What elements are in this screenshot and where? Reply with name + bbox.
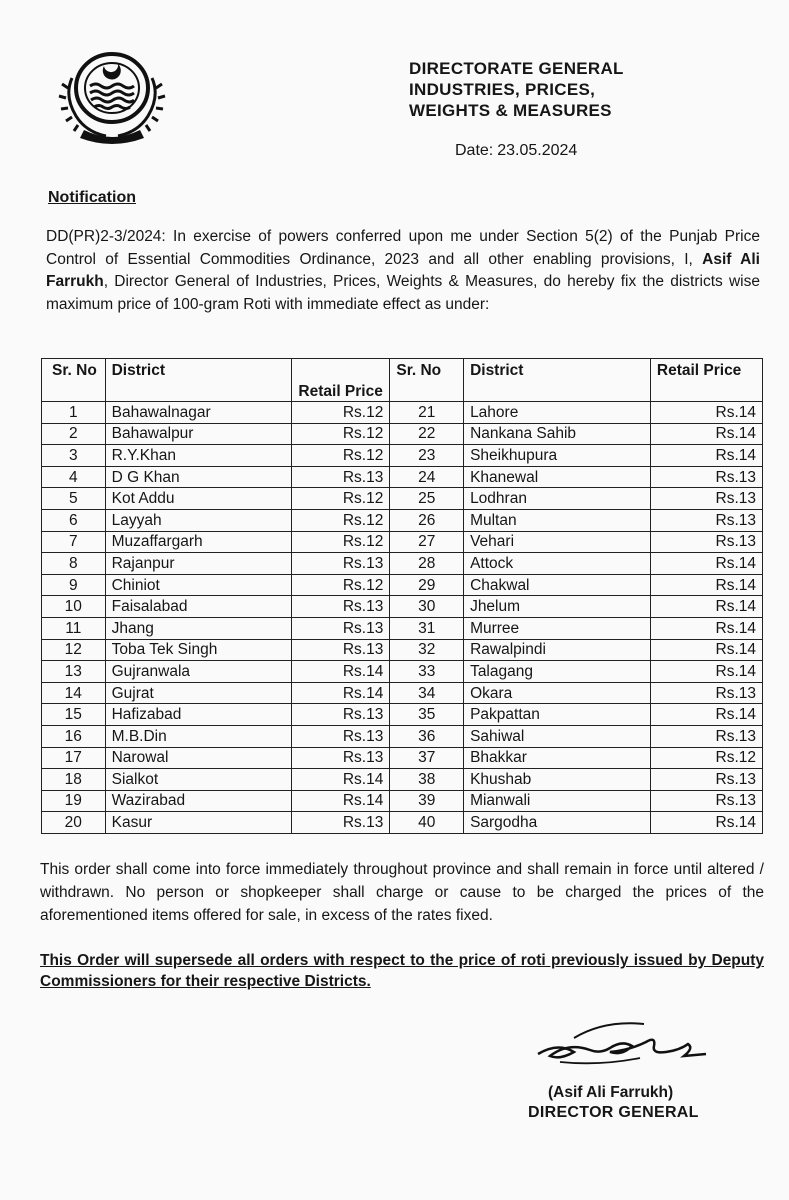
price-right-cell: Rs.14 — [650, 704, 762, 726]
sr-no-left-cell: 6 — [42, 509, 106, 531]
table-row — [42, 574, 763, 596]
district-right-cell: Attock — [464, 553, 651, 575]
supersede-notice: This Order will supersede all orders with respect to the price of roti previously issued by Deputy Commissioners for their respective Districts. — [40, 952, 764, 990]
sr-no-left-cell: 4 — [42, 466, 106, 488]
district-right-cell: Lodhran — [464, 488, 651, 510]
sr-no-right-cell: 21 — [390, 402, 464, 424]
sr-no-left-cell: 5 — [42, 488, 106, 510]
sr-no-right-cell: 29 — [390, 574, 464, 596]
table-row — [42, 553, 763, 575]
sr-no-right-cell: 40 — [390, 812, 464, 834]
date-label: Date: — [455, 142, 494, 159]
district-right-cell: Sargodha — [464, 812, 651, 834]
notification-intro — [46, 226, 760, 316]
table-row — [42, 488, 763, 510]
district-right-cell: Jhelum — [464, 596, 651, 618]
sr-no-left-cell: 13 — [42, 661, 106, 683]
table-row — [42, 747, 763, 769]
price-left-cell: Rs.13 — [292, 617, 390, 639]
header-price-left: Retail Price — [292, 359, 390, 402]
sr-no-right-cell: 30 — [390, 596, 464, 618]
sr-no-left-cell: 9 — [42, 574, 106, 596]
district-left-cell: Faisalabad — [105, 596, 292, 618]
sr-no-right-cell: 31 — [390, 617, 464, 639]
sr-no-right-cell: 27 — [390, 531, 464, 553]
sr-no-right-cell: 25 — [390, 488, 464, 510]
price-right-cell: Rs.13 — [650, 769, 762, 791]
directorate-header — [409, 58, 624, 121]
sr-no-right-cell: 35 — [390, 704, 464, 726]
price-right-cell: Rs.14 — [650, 574, 762, 596]
price-left-cell: Rs.14 — [292, 682, 390, 704]
district-left-cell: Kot Addu — [105, 488, 292, 510]
district-left-cell: Gujrat — [105, 682, 292, 704]
intro-part-2: , Director General of Industries, Prices, Weights & Measures, do hereby fix the districts wise maximum price of 100-gram Roti with immediate effect as under: — [46, 273, 760, 313]
sr-no-right-cell: 39 — [390, 790, 464, 812]
price-right-cell: Rs.13 — [650, 466, 762, 488]
district-right-cell: Rawalpindi — [464, 639, 651, 661]
price-left-cell: Rs.13 — [292, 553, 390, 575]
price-left-cell: Rs.14 — [292, 661, 390, 683]
district-left-cell: Hafizabad — [105, 704, 292, 726]
officer-name: Asif Ali Farrukh — [46, 250, 760, 290]
price-right-cell: Rs.14 — [650, 639, 762, 661]
district-right-cell: Khushab — [464, 769, 651, 791]
sr-no-right-cell: 38 — [390, 769, 464, 791]
sr-no-left-cell: 20 — [42, 812, 106, 834]
header-sr-no-left: Sr. No — [42, 359, 106, 402]
sr-no-left-cell: 17 — [42, 747, 106, 769]
sr-no-left-cell: 15 — [42, 704, 106, 726]
district-right-cell: Sahiwal — [464, 725, 651, 747]
price-left-cell: Rs.14 — [292, 769, 390, 791]
district-right-cell: Vehari — [464, 531, 651, 553]
district-right-cell: Nankana Sahib — [464, 423, 651, 445]
district-left-cell: R.Y.Khan — [105, 445, 292, 467]
sr-no-right-cell: 26 — [390, 509, 464, 531]
district-left-cell: M.B.Din — [105, 725, 292, 747]
price-right-cell: Rs.12 — [650, 747, 762, 769]
district-left-cell: Jhang — [105, 617, 292, 639]
price-left-cell: Rs.13 — [292, 596, 390, 618]
district-left-cell: Chiniot — [105, 574, 292, 596]
district-right-cell: Pakpattan — [464, 704, 651, 726]
roti-price-table — [41, 358, 763, 834]
sr-no-right-cell: 23 — [390, 445, 464, 467]
punjab-government-emblem-icon — [54, 48, 170, 146]
header-district-right: District — [464, 359, 651, 402]
header-district-left: District — [105, 359, 292, 402]
signatory-title: DIRECTOR GENERAL — [528, 1104, 699, 1121]
date-line — [455, 142, 577, 160]
district-right-cell: Multan — [464, 509, 651, 531]
district-right-cell: Bhakkar — [464, 747, 651, 769]
district-left-cell: D G Khan — [105, 466, 292, 488]
price-right-cell: Rs.14 — [650, 596, 762, 618]
district-left-cell: Rajanpur — [105, 553, 292, 575]
price-left-cell: Rs.12 — [292, 445, 390, 467]
district-right-cell: Lahore — [464, 402, 651, 424]
price-right-cell: Rs.13 — [650, 488, 762, 510]
sr-no-right-cell: 33 — [390, 661, 464, 683]
table-row — [42, 812, 763, 834]
table-row — [42, 769, 763, 791]
district-left-cell: Gujranwala — [105, 661, 292, 683]
price-right-cell: Rs.13 — [650, 790, 762, 812]
handwritten-signature — [530, 1018, 720, 1078]
table-row — [42, 531, 763, 553]
district-left-cell: Kasur — [105, 812, 292, 834]
sr-no-right-cell: 32 — [390, 639, 464, 661]
table-row — [42, 661, 763, 683]
header-price-right: Retail Price — [650, 359, 762, 402]
signatory-name: (Asif Ali Farrukh) — [548, 1084, 674, 1101]
price-left-cell: Rs.12 — [292, 423, 390, 445]
table-header-row — [42, 359, 763, 402]
sr-no-left-cell: 18 — [42, 769, 106, 791]
sr-no-left-cell: 12 — [42, 639, 106, 661]
district-right-cell: Mianwali — [464, 790, 651, 812]
sr-no-right-cell: 34 — [390, 682, 464, 704]
price-right-cell: Rs.14 — [650, 661, 762, 683]
header-line-3: WEIGHTS & MEASURES — [409, 101, 612, 120]
notification-title: Notification — [48, 189, 136, 206]
table-row — [42, 423, 763, 445]
district-right-cell: Talagang — [464, 661, 651, 683]
price-right-cell: Rs.13 — [650, 531, 762, 553]
district-right-cell: Khanewal — [464, 466, 651, 488]
date-value: 23.05.2024 — [497, 142, 578, 159]
sr-no-right-cell: 36 — [390, 725, 464, 747]
sr-no-right-cell: 28 — [390, 553, 464, 575]
sr-no-left-cell: 7 — [42, 531, 106, 553]
sr-no-right-cell: 24 — [390, 466, 464, 488]
district-left-cell: Bahawalpur — [105, 423, 292, 445]
header-sr-no-right: Sr. No — [390, 359, 464, 402]
table-row — [42, 402, 763, 424]
sr-no-left-cell: 2 — [42, 423, 106, 445]
price-right-cell: Rs.13 — [650, 682, 762, 704]
table-row — [42, 617, 763, 639]
price-left-cell: Rs.12 — [292, 509, 390, 531]
district-right-cell: Chakwal — [464, 574, 651, 596]
price-right-cell: Rs.14 — [650, 553, 762, 575]
table-row — [42, 445, 763, 467]
table-row — [42, 639, 763, 661]
table-row — [42, 725, 763, 747]
sr-no-right-cell: 22 — [390, 423, 464, 445]
sr-no-right-cell: 37 — [390, 747, 464, 769]
sr-no-left-cell: 10 — [42, 596, 106, 618]
price-left-cell: Rs.12 — [292, 488, 390, 510]
sr-no-left-cell: 3 — [42, 445, 106, 467]
price-left-cell: Rs.13 — [292, 639, 390, 661]
header-line-1: DIRECTORATE GENERAL — [409, 59, 624, 78]
sr-no-left-cell: 14 — [42, 682, 106, 704]
district-left-cell: Wazirabad — [105, 790, 292, 812]
sr-no-left-cell: 8 — [42, 553, 106, 575]
sr-no-left-cell: 11 — [42, 617, 106, 639]
table-row — [42, 596, 763, 618]
district-right-cell: Okara — [464, 682, 651, 704]
district-left-cell: Narowal — [105, 747, 292, 769]
table-row — [42, 790, 763, 812]
table-row — [42, 509, 763, 531]
district-left-cell: Toba Tek Singh — [105, 639, 292, 661]
price-right-cell: Rs.14 — [650, 617, 762, 639]
sr-no-left-cell: 16 — [42, 725, 106, 747]
price-left-cell: Rs.12 — [292, 531, 390, 553]
header-line-2: INDUSTRIES, PRICES, — [409, 80, 596, 99]
price-right-cell: Rs.13 — [650, 509, 762, 531]
table-row — [42, 704, 763, 726]
district-right-cell: Sheikhupura — [464, 445, 651, 467]
price-right-cell: Rs.14 — [650, 445, 762, 467]
order-paragraph: This order shall come into force immediately throughout province and shall remain in force until altered / withdrawn. No person or shopkeeper shall charge or cause to be charged the prices of the aforementioned items offered for sale, in excess of the rates fixed. — [40, 861, 764, 924]
price-left-cell: Rs.13 — [292, 704, 390, 726]
price-left-cell: Rs.12 — [292, 574, 390, 596]
price-left-cell: Rs.13 — [292, 812, 390, 834]
district-left-cell: Muzaffargarh — [105, 531, 292, 553]
price-left-cell: Rs.14 — [292, 790, 390, 812]
sr-no-left-cell: 1 — [42, 402, 106, 424]
table-row — [42, 682, 763, 704]
price-left-cell: Rs.13 — [292, 747, 390, 769]
price-right-cell: Rs.14 — [650, 812, 762, 834]
table-body — [42, 402, 763, 834]
price-left-cell: Rs.13 — [292, 725, 390, 747]
price-right-cell: Rs.14 — [650, 402, 762, 424]
intro-part-1: DD(PR)2-3/2024: In exercise of powers conferred upon me under Section 5(2) of the Punjab Price Control of Essential Commodities Ordinance, 2023 and all other enabling provisions, I, — [46, 228, 760, 268]
price-left-cell: Rs.13 — [292, 466, 390, 488]
district-left-cell: Bahawalnagar — [105, 402, 292, 424]
table-row — [42, 466, 763, 488]
price-right-cell: Rs.13 — [650, 725, 762, 747]
district-left-cell: Layyah — [105, 509, 292, 531]
district-left-cell: Sialkot — [105, 769, 292, 791]
price-right-cell: Rs.14 — [650, 423, 762, 445]
price-left-cell: Rs.12 — [292, 402, 390, 424]
district-right-cell: Murree — [464, 617, 651, 639]
sr-no-left-cell: 19 — [42, 790, 106, 812]
